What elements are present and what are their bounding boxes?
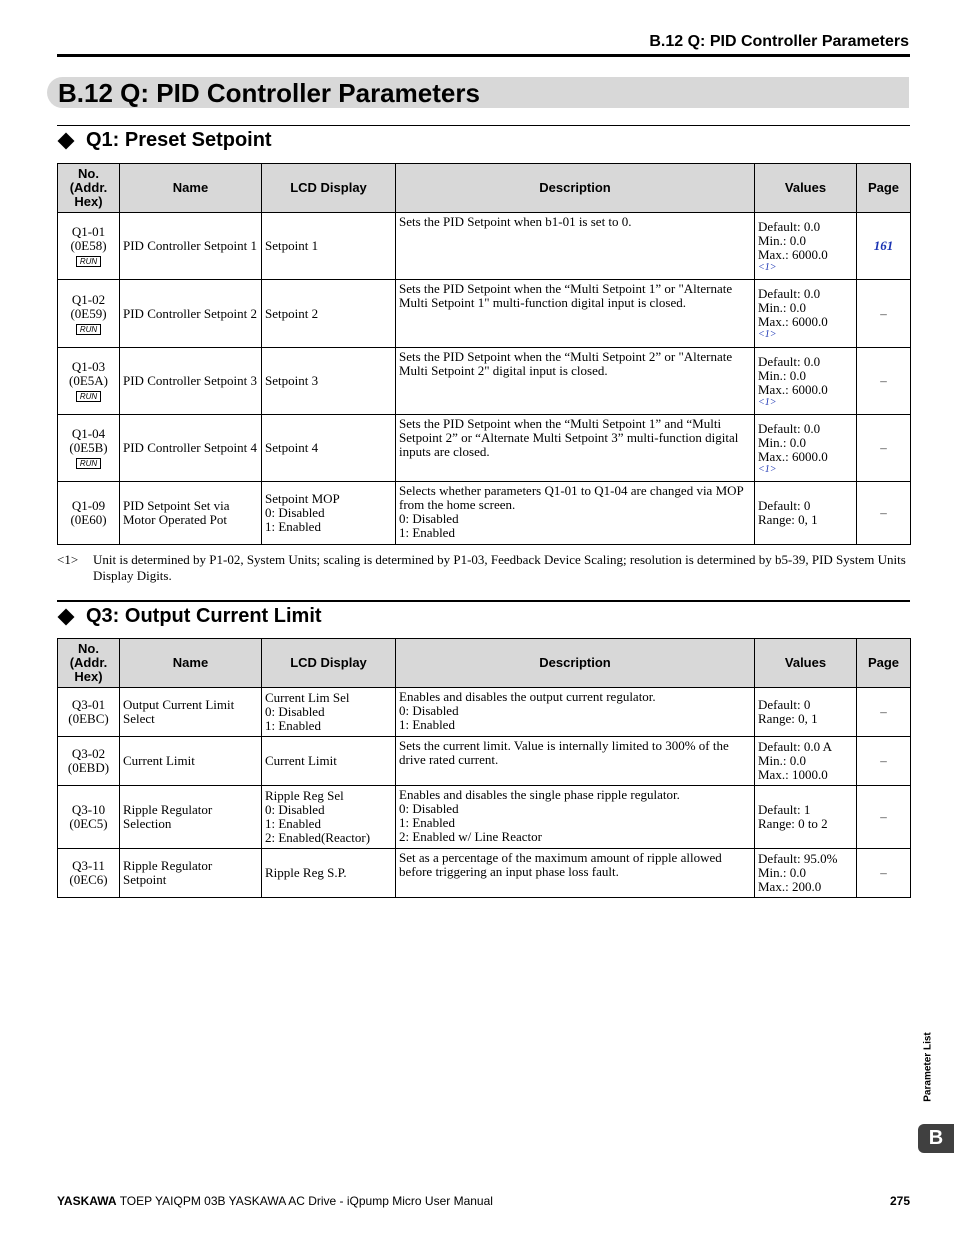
value-line: Max.: 6000.0 [758,246,828,262]
description-cell [396,786,755,849]
page-reference-none: – [880,865,887,880]
values-cell [755,213,857,280]
q1-parameter-table [57,163,911,545]
table-row [58,786,911,849]
description-line: Sets the PID Setpoint when the “Multi Setpoint 1” and “Multi Setpoint 2” or “Alternate Multi Setpoint 3” multi-function digital inputs are closed. [399,416,739,459]
page-reference-none: – [880,809,887,824]
param-number: Q1-01 [71,224,106,239]
footnote-mark: <1> [57,552,79,567]
value-line: Default: 0.0 [758,353,821,369]
value-line: Default: 95.0% [758,851,838,866]
q1-rule [57,125,910,126]
run-badge-icon: RUN [76,391,101,402]
values-cell [755,348,857,415]
param-name: PID Controller Setpoint 4 [120,415,262,482]
lcd-display-cell [262,737,396,786]
description-line: Sets the PID Setpoint when the “Multi Setpoint 2” or "Alternate Multi Setpoint 2" digital input is closed. [399,349,733,378]
lcd-display-cell [262,280,396,348]
footnote-ref-link[interactable]: <1> [758,329,777,340]
value-line: Max.: 6000.0 [758,314,828,329]
param-address: (0EBD) [67,760,110,775]
value-line: Min.: 0.0 [758,434,807,450]
description-line: Sets the current limit. Value is internally limited to 300% of the drive rated current. [399,738,729,767]
run-badge-icon: RUN [76,324,101,335]
param-number: Q1-03 [71,359,106,374]
appendix-tab: B [918,1124,954,1153]
param-name: PID Controller Setpoint 3 [120,348,262,415]
lcd-display-cell [262,688,396,737]
param-address: (0E58) [70,238,107,253]
q1-heading [57,129,272,152]
table-row [58,415,911,482]
param-number: Q1-09 [71,498,106,513]
value-line: Range: 0 to 2 [758,816,828,831]
value-line: Default: 0 [758,498,811,513]
lcd-display-line: 1: Enabled [265,816,321,831]
q3-parameter-table [57,638,911,898]
description-cell [396,280,755,348]
param-address: (0EBC) [68,711,109,726]
header-rule [57,54,910,57]
param-number-cell [58,849,120,898]
value-line: Max.: 200.0 [758,879,822,894]
description-cell [396,688,755,737]
page-cell [857,482,911,545]
lcd-display-line: Setpoint 4 [265,440,319,455]
run-badge-icon: RUN [76,256,101,267]
description-line: Enables and disables the single phase ripple regulator. [399,787,680,802]
param-number: Q3-11 [72,858,105,873]
page-reference-link[interactable]: 161 [873,238,894,253]
col-header-name: Name [120,164,262,213]
col-header-name: Name [120,639,262,688]
table-row [58,213,911,280]
param-address: (0EC5) [69,816,108,831]
description-cell [396,415,755,482]
param-number-cell [58,737,120,786]
param-number: Q1-02 [71,291,106,307]
description-cell [396,482,755,545]
footnote-ref-link[interactable]: <1> [758,463,777,475]
page-reference-none: – [880,373,887,388]
description-line: 1: Enabled [399,525,455,540]
param-number-cell [58,688,120,737]
param-name: Ripple Regulator Setpoint [120,849,262,898]
lcd-display-cell [262,415,396,482]
value-line: Min.: 0.0 [758,300,807,315]
page-number: 275 [889,1194,910,1208]
value-line: Range: 0, 1 [758,711,818,726]
running-head: B.12 Q: PID Controller Parameters [649,33,909,50]
col-header-values: Values [755,164,857,213]
param-number: Q3-02 [71,746,106,761]
description-line: 1: Enabled [399,717,455,732]
value-line: Max.: 6000.0 [758,381,828,397]
lcd-display-cell [262,786,396,849]
side-section-label-text: Parameter List [922,1032,934,1102]
table-row [58,280,911,348]
q3-title: Q3: Output Current Limit [86,605,322,627]
col-header-no [58,639,120,688]
lcd-display-line: Setpoint MOP [265,491,340,506]
lcd-display-line: Setpoint 1 [265,238,319,253]
values-cell [755,415,857,482]
page-cell [857,415,911,482]
value-line: Min.: 0.0 [758,232,807,248]
footnote [57,552,910,584]
table-row [58,348,911,415]
description-cell [396,213,755,280]
footnote-text: Unit is determined by P1-02, System Units; scaling is determined by P1-03, Feedback Device Scaling; resolution is determined by b5-39, PID System Units Display Digits. [93,552,906,583]
lcd-display-line: 0: Disabled [265,802,325,817]
param-address: (0EC6) [69,872,108,887]
col-header-lcd: LCD Display [262,639,396,688]
lcd-display-cell [262,482,396,545]
param-name: Current Limit [120,737,262,786]
footnote-ref-link[interactable]: <1> [758,261,777,273]
col-header-description: Description [396,164,755,213]
page-reference-none: – [880,440,887,455]
q3-rule [57,600,910,602]
lcd-display-line: 0: Disabled [265,704,325,719]
value-line: Range: 0, 1 [758,512,818,527]
description-line: 0: Disabled [399,801,459,816]
table-row [58,849,911,898]
lcd-display-line: Current Lim Sel [265,690,350,705]
page-reference-none: – [880,305,887,321]
table-row [58,482,911,545]
q3-heading [57,605,322,628]
lcd-display-line: Setpoint 2 [265,305,319,321]
description-line: Set as a percentage of the maximum amount of ripple allowed before triggering an input phase loss fault. [399,850,722,879]
footer-manual-title [57,1194,493,1208]
param-number: Q3-10 [71,802,106,817]
values-cell [755,849,857,898]
table-header-row [58,164,911,213]
param-address: (0E5B) [69,440,108,455]
lcd-display-cell [262,348,396,415]
page-cell [857,849,911,898]
lcd-display-line: 2: Enabled(Reactor) [265,830,371,845]
value-line: Default: 0.0 A [758,739,833,754]
col-header-values: Values [755,639,857,688]
page-reference-none: – [880,704,887,719]
lcd-display-line: 1: Enabled [265,718,321,733]
param-address: (0E60) [70,512,107,527]
param-name: PID Setpoint Set via Motor Operated Pot [120,482,262,545]
param-name: Ripple Regulator Selection [120,786,262,849]
description-line: Sets the PID Setpoint when the “Multi Setpoint 1” or "Alternate Multi Setpoint 1" multi-function digital input is closed. [399,281,733,310]
section-title: B.12 Q: PID Controller Parameters [58,78,480,108]
lcd-display-line: Ripple Reg S.P. [265,865,347,880]
page-cell [857,786,911,849]
param-number-cell [58,348,120,415]
page-cell [857,280,911,348]
diamond-bullet-icon [58,132,75,149]
description-line: Sets the PID Setpoint when b1-01 is set to 0. [399,214,632,229]
value-line: Default: 1 [758,802,811,817]
param-number-cell [58,482,120,545]
value-line: Default: 0 [758,697,811,712]
param-address: (0E59) [70,305,107,321]
values-cell [755,482,857,545]
param-number: Q1-04 [71,426,106,441]
page-cell [857,737,911,786]
param-number-cell [58,786,120,849]
value-line: Default: 0.0 [758,218,821,234]
values-cell [755,688,857,737]
col-header-lcd: LCD Display [262,164,396,213]
table-row [58,737,911,786]
q1-title: Q1: Preset Setpoint [86,129,272,151]
col-header-no-label: No. (Addr. Hex) [69,641,108,684]
value-line: Min.: 0.0 [758,753,807,768]
lcd-display-cell [262,849,396,898]
diamond-bullet-icon [58,608,75,625]
page-cell [857,688,911,737]
page-reference-none: – [880,753,887,768]
value-line: Max.: 1000.0 [758,767,828,782]
footer-brand: YASKAWA [57,1194,117,1208]
value-line: Max.: 6000.0 [758,448,828,464]
param-name: PID Controller Setpoint 1 [120,213,262,280]
values-cell [755,280,857,348]
description-line: 2: Enabled w/ Line Reactor [399,829,542,844]
run-badge-icon: RUN [76,458,101,469]
lcd-display-line: 1: Enabled [265,519,321,534]
param-number-cell [58,213,120,280]
col-header-page: Page [857,164,911,213]
page-cell [857,213,911,280]
value-line: Min.: 0.0 [758,865,807,880]
page-reference-none: – [880,505,887,520]
col-header-no-label: No. (Addr. Hex) [69,166,108,209]
param-number-cell [58,280,120,348]
param-number-cell [58,415,120,482]
description-line: Enables and disables the output current regulator. [399,689,656,704]
values-cell [755,737,857,786]
description-cell [396,737,755,786]
page-cell [857,348,911,415]
table-header-row [58,639,911,688]
description-line: 1: Enabled [399,815,455,830]
lcd-display-line: Ripple Reg Sel [265,788,344,803]
lcd-display-line: Current Limit [265,753,337,768]
value-line: Default: 0.0 [758,286,821,301]
lcd-display-cell [262,213,396,280]
lcd-display-line: Setpoint 3 [265,373,319,388]
lcd-display-line: 0: Disabled [265,505,325,520]
side-section-label [921,1025,935,1109]
description-cell [396,849,755,898]
param-number: Q3-01 [71,697,106,712]
footnote-ref-link[interactable]: <1> [758,396,777,408]
value-line: Default: 0.0 [758,420,821,436]
footer [57,1194,910,1208]
description-cell [396,348,755,415]
param-name: PID Controller Setpoint 2 [120,280,262,348]
param-address: (0E5A) [69,373,108,388]
description-line: 0: Disabled [399,511,459,526]
param-name: Output Current Limit Select [120,688,262,737]
value-line: Min.: 0.0 [758,367,807,383]
table-row [58,688,911,737]
values-cell [755,786,857,849]
footer-text: TOEP YAIQPM 03B YASKAWA AC Drive - iQpump Micro User Manual [116,1194,493,1208]
col-header-no [58,164,120,213]
col-header-page: Page [857,639,911,688]
col-header-description: Description [396,639,755,688]
description-line: Selects whether parameters Q1-01 to Q1-04 are changed via MOP from the home screen. [399,483,744,512]
description-line: 0: Disabled [399,703,459,718]
